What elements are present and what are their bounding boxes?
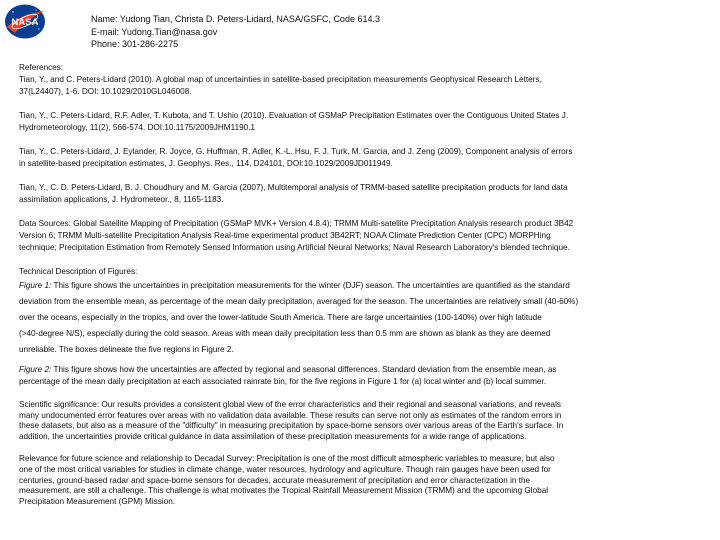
reference-2-line: Hydrometeorology, 11(2), 566-574. DOI:10.1175/2009JHM1190.1: [19, 123, 256, 132]
reference-1-line: Tian, Y., and C. Peters-Lidard (2010). A global map of uncertainties in satellite-based precipitation measurements Geophysical Research Letters,: [19, 75, 542, 84]
figure-2-line: [19, 364, 709, 376]
contact-block: [91, 13, 380, 51]
reference-4-line: Tian, Y., C. D. Peters-Lidard, B. J. Choudhury and M. Garcia (2007), Multitemporal analysis of TRMM-based satellite precipitation products for land data: [19, 183, 568, 192]
scientific-line: Scientific significance: Our results provides a consistent global view of the error characteristics and their regional and seasonal variations, and reveals: [19, 400, 562, 409]
relevance-line: one of the most critical variables for studies in climate change, water resources, hydrology and agriculture. Though rain gauges have been used for: [19, 464, 551, 474]
figure-1-text: This figure shows the uncertainties in precipitation measurements for the winter (DJF) season. The uncertainties are quantified as the standard: [51, 281, 570, 290]
reference-1-line: 37(L24407), 1-6. DOI: 10.1029/2010GL046008.: [19, 87, 192, 96]
reference-2-line: Tian, Y., C. Peters-Lidard, R.F. Adler, T. Kubota, and T. Ushio (2010). Evaluation of GSMaP Precipitation Estimates over the Contiguous United States J.: [19, 111, 569, 120]
data-sources-section: [19, 218, 709, 254]
data-sources-line: technique; Precipitation Estimation from Remotely Sensed Information using Artificial Neural Networks; Naval Research Laboratory's blended technique.: [19, 243, 570, 252]
document-body: [19, 62, 709, 519]
figure-2-line: percentage of the mean daily precipitation at each associated rainrate bin, for the five regions in Figure 1 for (a) local winter and (b) local summer.: [19, 377, 547, 386]
technical-heading: Technical Description of Figures:: [19, 267, 138, 276]
reference-3-line: Tian, Y., C. Peters-Lidard, J. Eylander, R. Joyce, G. Huffman, R. Adler, K.-L. Hsu, F. J. Turk, M. Garcia, and J. Zeng (2009), Component analysis of errors: [19, 147, 573, 156]
relevance-line: Precipitation Measurement (GPM) Mission.: [19, 496, 176, 506]
figure-2-text: This figure shows how the uncertainties are affected by regional and seasonal differences. Standard deviation from the ensemble mean, as: [51, 365, 557, 374]
figure-1-line: (>40-degree N/S), especially during the cold season. Areas with mean daily precipitation less than 0.5 mm are shown as blank as they are deemed: [19, 329, 551, 338]
relevance-line: centuries, ground-based radar and space-borne sensors for decades, accurate measurement of precipitation and error characterization in the: [19, 475, 531, 485]
nasa-logo-text: NASA: [11, 17, 39, 28]
data-sources-line: Version 6; TRMM Multi-satellite Precipitation Analysis Real-time experimental product 3B42RT; NOAA Climate Prediction Center (CPC) MORPHing: [19, 231, 551, 240]
figure-1-line: over the oceans, especially in the tropics, and over the lower-latitude South America. There are large uncertainties (100-140%) over high latitude: [19, 313, 542, 322]
reference-3: [19, 146, 709, 170]
nasa-logo-icon: [3, 3, 47, 40]
references-section: [19, 62, 709, 98]
reference-4-line: assimilation applications, J. Hydrometeor., 8, 1165-1183.: [19, 195, 224, 204]
data-sources-line: Data Sources: Global Satellite Mapping of Precipitation (GSMaP MVK+ Version 4.8.4); TRMM Multi-satellite Precipitation Analysis research product 3B42: [19, 219, 574, 228]
scientific-significance-section: [19, 400, 709, 442]
figure-2-label: Figure 2:: [19, 365, 52, 374]
reference-2: [19, 110, 709, 134]
nasa-logo-graphic: [3, 3, 47, 40]
figure-2-description: [19, 364, 709, 388]
reference-3-line: in satellite-based precipitation estimates, J. Geophys. Res., 114, D24101, DOI:10.1029/2009JD011949.: [19, 159, 393, 168]
relevance-line: measurement, are still a challenge. This challenge is what motivates the Tropical Rainfall Measurement Mission (TRMM) and the upcoming Global: [19, 486, 549, 496]
relevance-line: Relevance for future science and relationship to Decadal Survey: Precipitation is one of the most difficult atmospheric variables to measure, but also: [19, 454, 555, 464]
figure-1-line: [19, 278, 709, 294]
scientific-line: these datasets, but also as a measure of the "difficulty" in measuring precipitation by space-borne sensors over various areas of the Earth's surface. In: [19, 421, 564, 431]
scientific-line: many undocumented error features over areas with no validation data available. These results can serve not only as estimates of the random errors in: [19, 410, 562, 420]
figure-1-line: deviation from the ensemble mean, as percentage of the mean daily precipitation, averaged for the season. The uncertainties are relatively small (40-60%): [19, 297, 579, 306]
references-heading: References:: [19, 63, 64, 72]
reference-4: [19, 182, 709, 206]
contact-name: Name: Yudong Tian, Christa D. Peters-Lidard, NASA/GSFC, Code 614.3: [91, 14, 380, 24]
technical-description-section: [19, 266, 709, 358]
scientific-line: addition, the uncertainties provide critical guidance in data assimilation of these precipitation measurements for a wide range of applications.: [19, 431, 527, 441]
figure-1-line: unreliable. The boxes delineate the five regions in Figure 2.: [19, 345, 234, 354]
contact-phone: Phone: 301-286-2275: [91, 39, 179, 49]
figure-1-label: Figure 1:: [19, 281, 52, 290]
contact-email: E-mail: Yudong.Tian@nasa.gov: [91, 26, 218, 37]
relevance-section: [19, 454, 709, 507]
